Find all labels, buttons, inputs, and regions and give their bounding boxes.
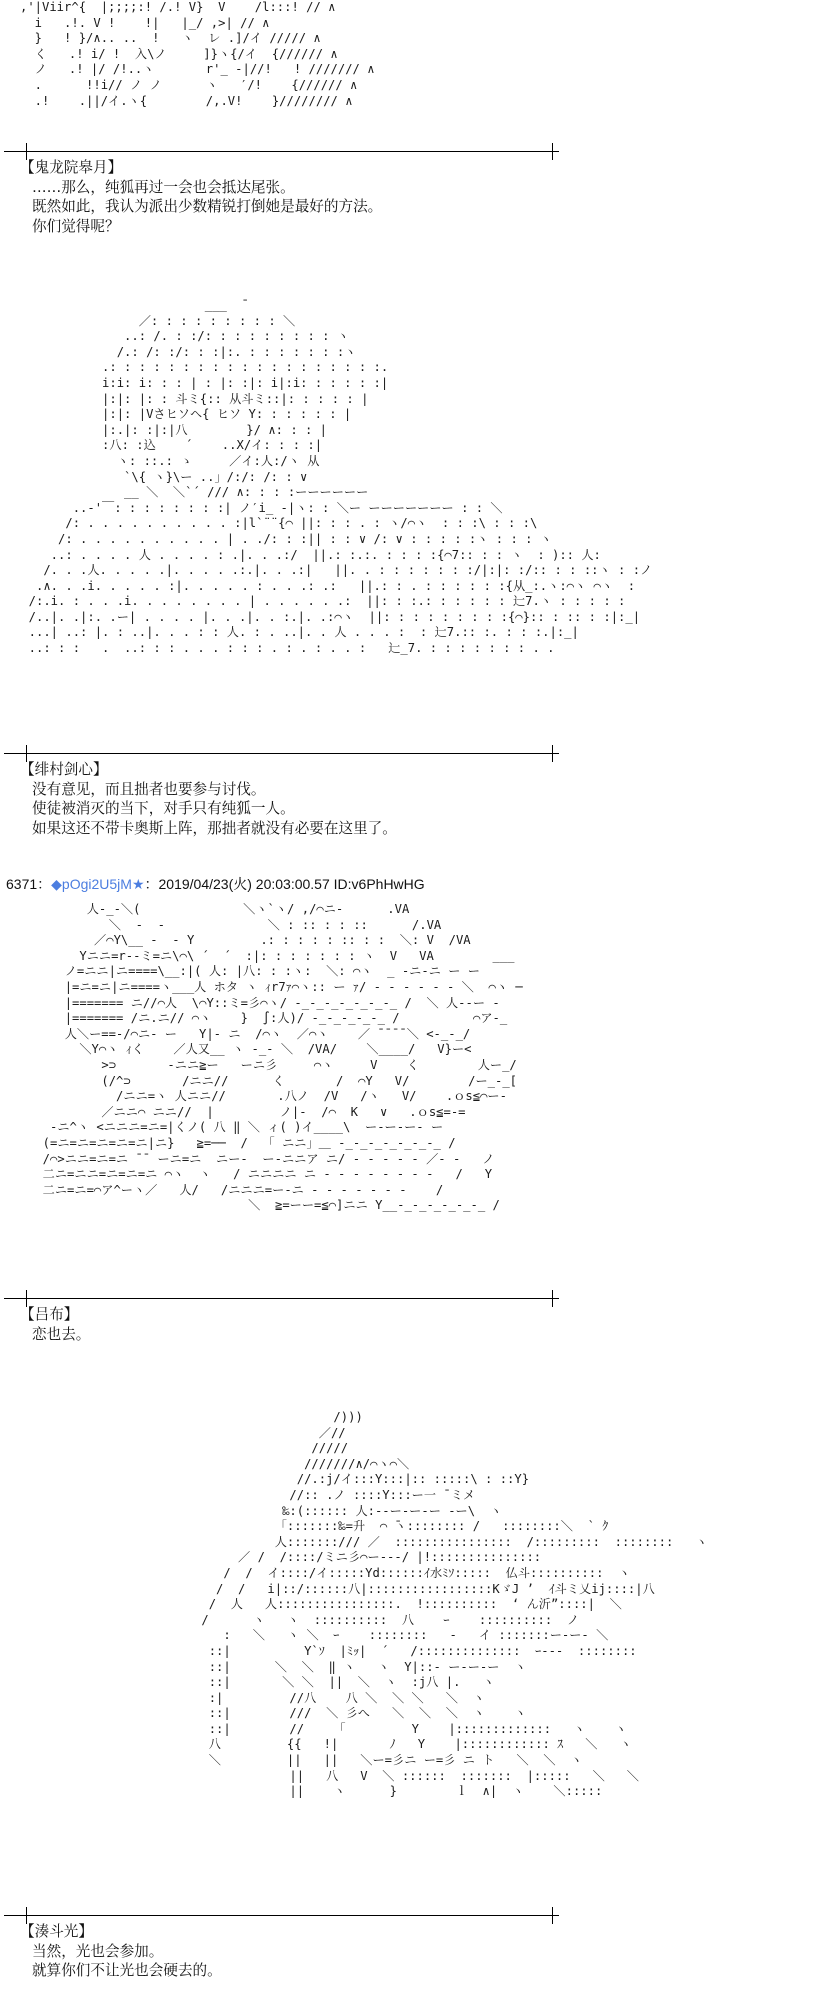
dialogue-line: 使徒被消灭的当下，对手只有纯狐一人。 xyxy=(32,800,295,817)
speaker-name: 【湊斗光】 xyxy=(20,1923,93,1940)
poster-name[interactable]: ◆pOgi2U5jM xyxy=(51,876,132,892)
dialogue-lubu xyxy=(20,1305,90,1344)
separator-tick xyxy=(552,745,553,762)
separator-tick xyxy=(552,143,553,160)
dialogue-line: 如果这还不带卡奥斯上阵，那拙者就没有必要在这里了。 xyxy=(32,819,397,837)
dialogue-kenshin xyxy=(20,760,397,838)
post-date-id: ：2019/04/23(火) 20:03:00.57 ID:v6PhHwHG xyxy=(144,876,425,892)
separator-tick xyxy=(552,1290,553,1307)
dialogue-line: 你们觉得呢？ xyxy=(32,217,120,235)
separator xyxy=(4,753,559,754)
dialogue-hikaru xyxy=(20,1922,222,1981)
ascii-art-kenshin: ___ ̄ ／: : : : : : : : : ＼ ..: /. : :/: : : : : : : : : ヽ /.: /: :/: : :|:. : : : : : : :ヽ .: : : : : : : : : : : : : : : : : : :. i:i: i: : : | : |: :|: i|:i: : : : : :| |:|: |: : 斗ミ{:: 从斗ミ::|: : : : : | |:|: |Vさヒソヘ{ ヒソ Y: : : : : : | |:.|: :|:|八 }/ ∧: : : | :八: :込 ´ ..X/イ: : : :| ヽ: ::.: ゝ ／イ:人:/ヽ 从 `\{ ヽ}\ー ..」/:/: /: : ∨ __ ＼ ＼`´ /// ∧: : : :ーーーーーー ..-'￣: : : : : : : :| ノ′i_ -|ヽ: : ＼ー ーーーーーーー : : ＼ /: . . . . . . . . . . :|l`¨¨{⌒ ||: : : . : ヽ/⌒ヽ : : :\ : : :\ /: . . . . . . . . . . | . ./: : :|| : : ∨ /: ∨ : : : : :ヽ : : : ヽ ..: . . . . 人 . . . . : .|. . .:/ ||.: :.:. : : : :{⌒7:: : : ヽ : ):: 人: /. . .人. . . . .|. . . . .:.|. . .:| ||. . : : : : : : :/|:|: :/:: : : ::ヽ : :ノ .∧. . .i. . . . . :|. . . . . : . . .: .: ||.: : . : : : : : :{从_:.ヽ:⌒ヽ ⌒ヽ : /:.i. : . . .i. . . . . . . . | . . . . . .: ||: : :.: : : : : : 辷7.ヽ : : : : : /..|. .|:. .ー| . . . . |. . .|. . :.|. .:⌒ヽ ||: : : : : : : : :{⌒}:: : :: : :|:_| ...| ..: |. : ..|. . . : : 人. : . ..|. . 人 . . . : : 辷7.:: :. : : :.|:_| ..: : : . ..: : : . . . : : : . : . : . . : 辷_7. : : : : : : : . . xyxy=(28,298,653,656)
dialogue-line: 既然如此，我认为派出少数精锐打倒她是最好的方法。 xyxy=(32,198,383,215)
speaker-name: 【吕布】 xyxy=(20,1306,79,1323)
dialogue-kiryuin xyxy=(20,158,382,236)
speaker-name: 【绯村剑心】 xyxy=(20,761,108,778)
post-number: 6371 xyxy=(6,876,38,892)
separator xyxy=(4,1915,559,1916)
dialogue-line: 没有意见，而且拙者也要参与讨伐。 xyxy=(32,780,266,798)
speaker-name: 【鬼龙院皋月】 xyxy=(20,159,123,176)
ascii-art-top: ,'|Viir^{ |;;;;:! /.! V} V /l:::! // ∧ i .!. V ! !| |_/ ,>| // ∧ } ! }/∧.. .. ! ヽ レ .]/イ ///// ∧ く .! i/ ! 入\ノ ]}ヽ{/イ {////// ∧ ノ .! |/ /!..ヽ r'_ -|//! ! /////// ∧ . !!i// ノ ノ ヽ ′/! {////// ∧ .! .||/イ.ヽ{ /,.V! }//////// ∧ xyxy=(20,0,375,108)
separator xyxy=(4,151,559,152)
separator xyxy=(4,1298,559,1299)
post-header xyxy=(6,874,425,894)
dialogue-line: ……那么，纯狐再过一会也会抵达尾张。 xyxy=(32,178,295,196)
post-separator: ： xyxy=(37,876,52,892)
dialogue-line: 恋也去。 xyxy=(32,1325,91,1343)
ascii-art-hikaru: /))) ／// ///// ///////∧/⌒ヽ⌒＼ //.:j/イ:::Y:::|:: :::::\ : ::Y} //:: .ノ ::::Y:::ー一 ̄ ミメ ‰:(:::::: 人:-‐ー‐ー‐ー ‐ー\ ヽ 「:::::::‰=升 ⌒ ̄ヽ:::::::: / ::::::::＼ ` ｸ 人:::::::/// ／ :::::::::::::::: /::::::::: :::::::: ヽ ／ / /::::/ミニ彡⌒ー‐‐‐/ |!::::::::::::::: / / イ::::/イ:::::Yd::::::ｲ水ﾐｿ::::: 仏斗:::::::::: ヽ / / i|::/::::::八|:::::::::::::::::KゞJ ’ ｲ斗ミ乂ij::::|八 / 人 人::::::::::::::::. !:::::::::: ‘ ん沂”::::| ＼ / ヽ ヽ :::::::::: 八 ｰ :::::::::: ノ : ＼ ヽ ＼ ｰ :::::::: ‐ イ :::::::ー‐ー‐ ＼ ::| Y`ｿ |ﾐｯ| ´ /:::::::::::::: ｰ‐‐‐ :::::::: ::| ＼ ＼ ‖ ヽ ヽ Y|::- ー‐ー‐ー ヽ ::| ＼ ＼ || ＼ ヽ :j八 |. ヽ :| //八 八 ＼ ＼ ＼ ＼ ヽ ::| /// ＼ 彡へ ＼ ＼ ＼ ヽ ヽ ::| // 「 Y |::::::::::::: ヽ ヽ 八 {{ !| ﾉ Y |:::::::::::: ｽ ＼ ヽ ＼ || || ＼ー=彡ニ ー=彡 ニ ト ＼ ＼ ヽ || 八 V ＼ :::::: ::::::: |::::: ＼ ＼ || ヽ } ｌ ∧| ヽ ＼::::: xyxy=(201,1410,708,1799)
ascii-art-lubu: 人-_-＼( ＼ヽ`ヽ/ ,/⌒ニ- .VA ＼ - - ＼ : :: : : :: /.VA ／⌒Y\__ - - Y .: : : : : :: : : ＼: V /VA Yニニ=r--ミ=ニ\⌒\ ´ ´ :|: : : : : : : ヽ V VA ___ ノ=ニニ|ニ====\__:|( 人: |八: : :ヽ: ＼: ⌒ヽ _ -ニ‐ニ ー ー |=ニ=ニ|ニ====ヽ___人 ホタ ヽ ｨr7ｧ⌒ヽ:: ー ｧ/ ‐ ‐ ‐ ‐ ‐ ‐ ＼ ⌒ヽ ─ |======= ニ//⌒人 \⌒Y::ミ=彡⌒ヽ/ -_-_-_-_-_-_-_ / ＼ 人--ー ‐ |======= /ニ.ニ// ⌒ヽ } ∫:人)/ -_-_-_-_-_ / ⌒ア‐_ 人＼ー==‐/⌒ニ‐ ー Y|- ニ /⌒ヽ ／⌒ヽ ／ ̄ ̄ ̄ ̄ ＼ <-_-_/ ＼Y⌒ヽ ｨく ／人又__ ヽ -_- ＼ /VA/ ＼____/ V}ー< >⊃ -ニニ≧ー ーニ彡 ⌒ヽ V く 人ー_/ (/^⊃ /ニニ// く / ⌒Y V/ /ー_-_[ /ニニ=ヽ 人ニニ// .八ノ /V /ヽ V/ .ｏs≦⌒ー‐ ／ニニ⌒ ニニ// | ノ|‐ /⌒ K ∨ .ｏs≦=‐= -ニ^ヽ <ニニニ=ニ=|くノ( 八 ‖ ＼ ィ( )イ____\ ー‐ー‐ー‐ ー (=ニ=ニ=ニ=ニ=ニ|ニ} ≧=── / 「 ニニ」＿ -_-_-_-_-_-_-_ / /⌒>ニニ=ニ=ニ ̄ ̄ ーニ=ニ ニー- ー-ニニア ニ/ ‐ ‐ ‐ ‐ ‐ ／‐ ‐ ノ 二ニ=ニニ=ニ=ニ=ニ ⌒ヽ ヽ / ニニニニ ニ ‐ ‐ ‐ ‐ ‐ ‐ ‐ ‐ / Y 二ニ=ニ=⌒ア^ーヽ／ 人/ /ニニニ=ー‐ニ ‐ ‐ ‐ ‐ ‐ ‐ ‐ / ＼ ≧=ーー=≦⌒]ニニ Y__-_-_-_-_-_-_ / xyxy=(42,902,523,1213)
dialogue-line: 就算你们不让光也会硬去的。 xyxy=(32,1962,222,1979)
separator-tick xyxy=(552,1907,553,1924)
dialogue-line: 当然，光也会参加。 xyxy=(32,1942,164,1960)
star-icon: ★ xyxy=(131,876,145,892)
